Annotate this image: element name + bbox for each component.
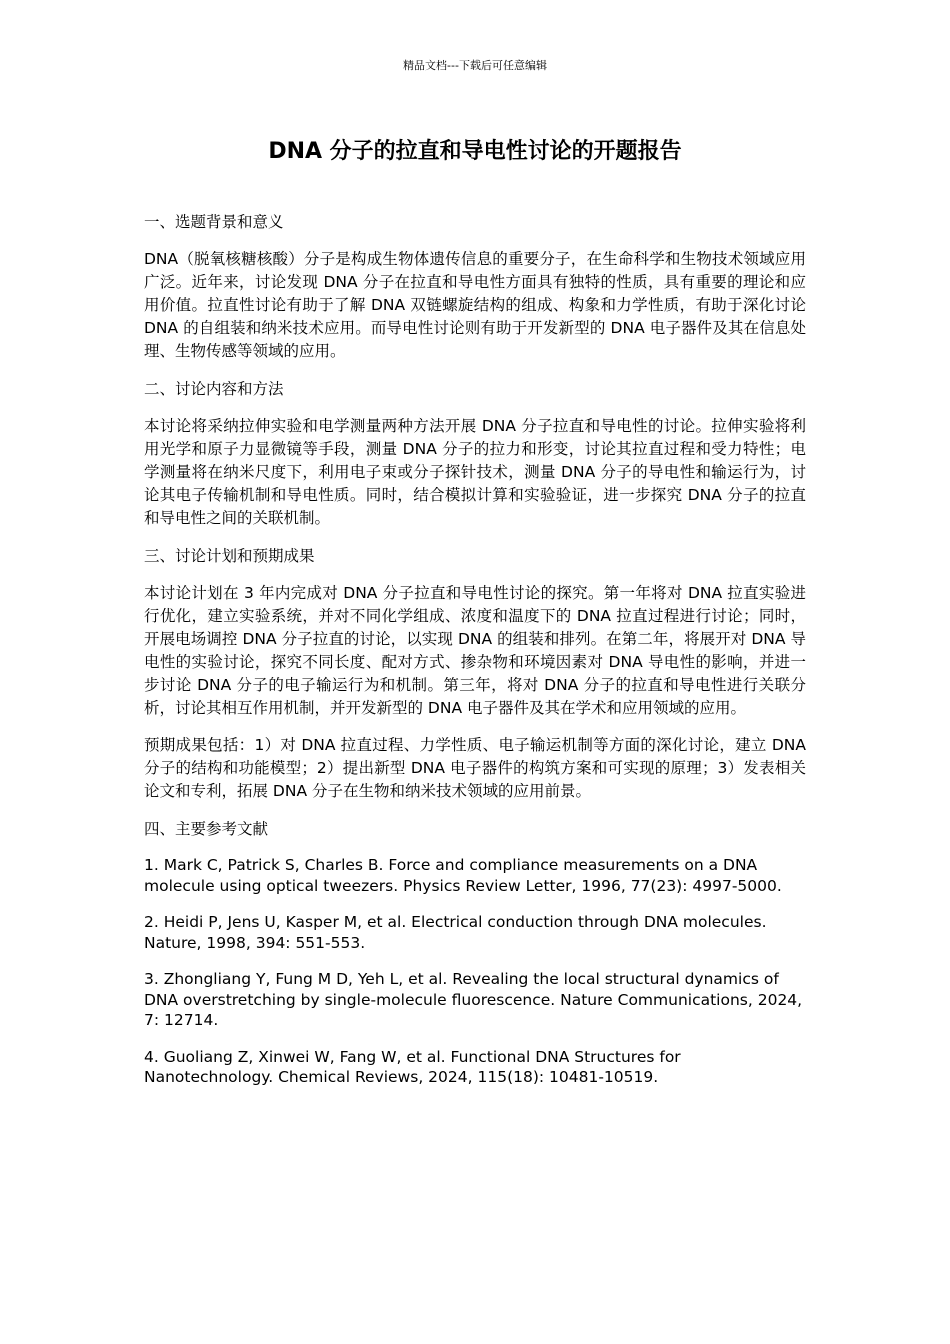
section-content-methods xyxy=(144,377,806,530)
paragraph-content-methods: 本讨论将采纳拉伸实验和电学测量两种方法开展 DNA 分子拉直和导电性的讨论。拉伸实验将利用光学和原子力显微镜等手段，测量 DNA 分子的拉力和形变，讨论其拉直过程和受力特性；电学测量将在纳米尺度下，利用电子束或分子探针技术，测量 DNA 分子的导电性和输运行为，讨论其电子传输机制和导电性质。同时，结合模拟计算和实验验证，进一步探究 DNA 分子的拉直和导电性之间的关联机制。 xyxy=(144,417,806,527)
reference-item: 1. Mark C, Patrick S, Charles B. Force and compliance measurements on a DNA molecule using optical tweezers. Physics Review Letter, 1996, 77(23): 4997-5000. xyxy=(144,856,782,895)
section-background xyxy=(144,210,806,363)
reference-item: 4. Guoliang Z, Xinwei W, Fang W, et al. Functional DNA Structures for Nanotechnology. Chemical Reviews, 2024, 115(18): 10481-10519. xyxy=(144,1047,681,1086)
section-heading-content-methods: 二、讨论内容和方法 xyxy=(144,380,284,398)
section-heading-references: 四、主要参考文献 xyxy=(144,820,269,838)
section-plan-outcomes xyxy=(144,544,806,803)
paragraph-background: DNA（脱氧核糖核酸）分子是构成生物体遗传信息的重要分子，在生命科学和生物技术领域应用广泛。近年来，讨论发现 DNA 分子在拉直和导电性方面具有独特的性质，具有重要的理论和应用价值。拉直性讨论有助于了解 DNA 双链螺旋结构的组成、构象和力学性质，有助于深化讨论 DNA 的自组装和纳米技术应用。而导电性讨论则有助于开发新型的 DNA 电子器件及其在信息处理、生物传感等领域的应用。 xyxy=(144,250,806,360)
reference-item: 3. Zhongliang Y, Fung M D, Yeh L, et al. Revealing the local structural dynamics of DNA overstretching by single-molecule fluorescence. Nature Communications, 2024, 7: 12714. xyxy=(144,970,803,1029)
section-heading-background: 一、选题背景和意义 xyxy=(144,213,284,231)
paragraph-expected-outcomes: 预期成果包括：1）对 DNA 拉直过程、力学性质、电子输运机制等方面的深化讨论，建立 DNA 分子的结构和功能模型；2）提出新型 DNA 电子器件的构筑方案和可实现的原理；3）发表相关论文和专利，拓展 DNA 分子在生物和纳米技术领域的应用前景。 xyxy=(144,736,806,800)
document-body xyxy=(144,210,806,1104)
document-title: DNA 分子的拉直和导电性讨论的开题报告 xyxy=(268,139,682,164)
paragraph-plan: 本讨论计划在 3 年内完成对 DNA 分子拉直和导电性讨论的探究。第一年将对 DNA 拉直实验进行优化，建立实验系统，并对不同化学组成、浓度和温度下的 DNA 拉直过程进行讨论；同时，开展电场调控 DNA 分子拉直的讨论，以实现 DNA 的组装和排列。在第二年，将展开对 DNA 导电性的实验讨论，探究不同长度、配对方式、掺杂物和环境因素对 DNA 导电性的影响，并进一步讨论 DNA 分子的电子输运行为和机制。第三年，将对 DNA 分子的拉直和导电性进行关联分析，讨论其相互作用机制，并开发新型的 DNA 电子器件及其在学术和应用领域的应用。 xyxy=(144,584,806,717)
page-header-watermark: 精品文档---下载后可任意编辑 xyxy=(403,59,547,72)
reference-item: 2. Heidi P, Jens U, Kasper M, et al. Electrical conduction through DNA molecules. Nature, 1998, 394: 551-553. xyxy=(144,913,767,952)
section-heading-plan-outcomes: 三、讨论计划和预期成果 xyxy=(144,547,315,565)
section-references xyxy=(144,817,806,1088)
